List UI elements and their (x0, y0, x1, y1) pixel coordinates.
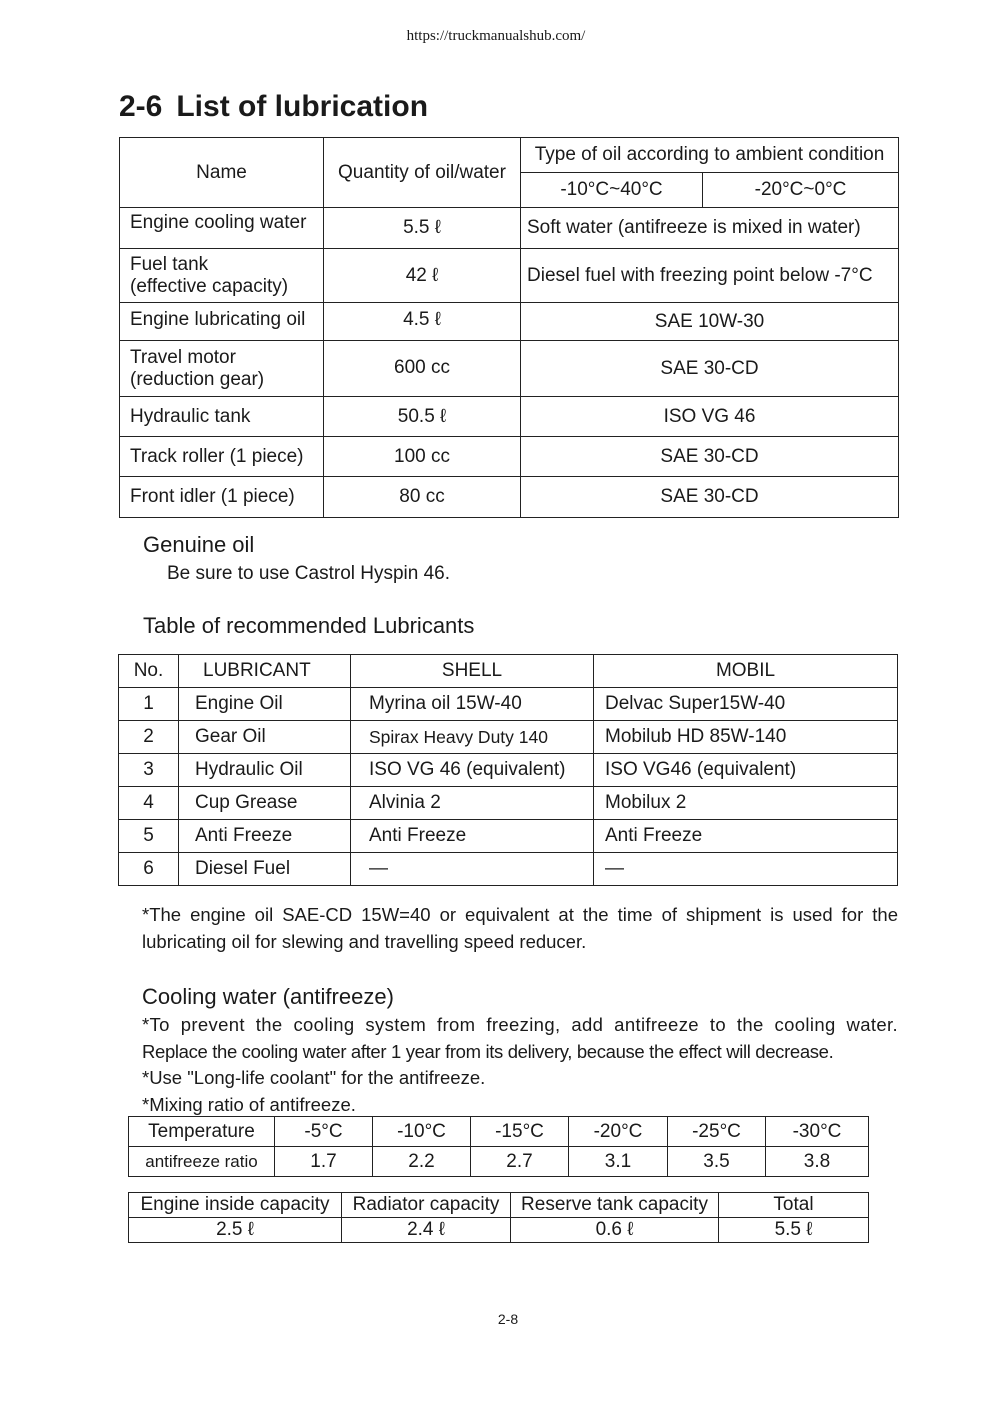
temp-cell: -25°C (668, 1117, 766, 1147)
row-mobil: Delvac Super15W-40 (594, 688, 898, 721)
header-range-2: -20°C~0°C (703, 173, 899, 208)
capacity-table (128, 1192, 869, 1243)
row-mobil: — (594, 853, 898, 886)
row-oil: Diesel fuel with freezing point below -7°C (521, 249, 899, 303)
row-shell: Myrina oil 15W-40 (351, 688, 594, 721)
antifreeze-mixing-table (128, 1116, 869, 1177)
capacity-header: Total (719, 1193, 869, 1218)
header-range-1: -10°C~40°C (521, 173, 703, 208)
shipment-oil-note: *The engine oil SAE-CD 15W=40 or equivalent at the time of shipment is used for the lubricating oil for slewing and travelling speed reducer. (142, 904, 898, 952)
table-row (119, 754, 898, 787)
row-oil: SAE 30-CD (521, 477, 899, 518)
row-name-line1: Fuel tank (130, 253, 209, 275)
temperature-label: Temperature (129, 1117, 275, 1147)
recommended-heading: Table of recommended Lubricants (143, 613, 475, 638)
ratio-cell: 2.2 (373, 1147, 471, 1177)
row-name (120, 341, 324, 397)
capacity-value: 2.4 ℓ (342, 1218, 511, 1243)
row-shell: — (351, 853, 594, 886)
ratio-label: antifreeze ratio (129, 1147, 275, 1177)
row-name: Engine cooling water (120, 208, 324, 249)
table-row (120, 303, 899, 341)
cooling-water-notes (142, 1012, 898, 1118)
row-quantity: 42 ℓ (324, 249, 521, 303)
row-lubricant: Gear Oil (179, 721, 351, 754)
table-row (120, 477, 899, 518)
table-row (119, 688, 898, 721)
row-no: 6 (119, 853, 179, 886)
lubrication-table (119, 137, 899, 518)
row-quantity: 80 cc (324, 477, 521, 518)
row-oil: SAE 10W-30 (521, 303, 899, 341)
table-row (119, 721, 898, 754)
recommended-lubricants-table (118, 654, 898, 886)
row-no: 2 (119, 721, 179, 754)
table-row (119, 787, 898, 820)
table-row (119, 853, 898, 886)
table-row (120, 341, 899, 397)
header-no: No. (119, 655, 179, 688)
header-oil-type: Type of oil according to ambient condition (521, 138, 899, 173)
genuine-oil-text: Be sure to use Castrol Hyspin 46. (167, 563, 451, 584)
capacity-header-row (129, 1193, 869, 1218)
row-no: 3 (119, 754, 179, 787)
row-lubricant: Anti Freeze (179, 820, 351, 853)
row-lubricant: Hydraulic Oil (179, 754, 351, 787)
row-mobil: Mobilux 2 (594, 787, 898, 820)
row-oil: ISO VG 46 (521, 397, 899, 437)
ratio-cell: 3.5 (668, 1147, 766, 1177)
row-name-line2: (reduction gear) (130, 368, 265, 390)
ratio-row (129, 1147, 869, 1177)
capacity-header: Reserve tank capacity (511, 1193, 719, 1218)
row-quantity: 5.5 ℓ (324, 208, 521, 249)
ratio-cell: 3.1 (569, 1147, 668, 1177)
source-url[interactable]: https://truckmanualshub.com/ (406, 28, 586, 44)
table-row (119, 820, 898, 853)
row-name: Engine lubricating oil (120, 303, 324, 341)
temperature-row (129, 1117, 869, 1147)
row-oil: SAE 30-CD (521, 341, 899, 397)
capacity-value-row (129, 1218, 869, 1243)
row-lubricant: Diesel Fuel (179, 853, 351, 886)
row-name: Front idler (1 piece) (120, 477, 324, 518)
row-name-line1: Travel motor (130, 346, 236, 368)
temp-cell: -10°C (373, 1117, 471, 1147)
section-title: List of lubrication (176, 90, 429, 123)
capacity-header: Engine inside capacity (129, 1193, 342, 1218)
temp-cell: -5°C (275, 1117, 373, 1147)
row-name (120, 249, 324, 303)
row-shell: Alvinia 2 (351, 787, 594, 820)
row-no: 5 (119, 820, 179, 853)
row-name: Track roller (1 piece) (120, 437, 324, 477)
cooling-note-line: *Use "Long-life coolant" for the antifreeze. (142, 1067, 486, 1088)
capacity-value: 2.5 ℓ (129, 1218, 342, 1243)
row-quantity: 50.5 ℓ (324, 397, 521, 437)
header-mobil: MOBIL (594, 655, 898, 688)
row-name-line2: (effective capacity) (130, 275, 289, 297)
header-name: Name (120, 138, 324, 208)
row-shell: ISO VG 46 (equivalent) (351, 754, 594, 787)
header-lubricant: LUBRICANT (179, 655, 351, 688)
cooling-note-line: *To prevent the cooling system from freezing, add antifreeze to the cooling water. (142, 1014, 898, 1035)
section-heading (119, 90, 428, 124)
genuine-oil-heading: Genuine oil (143, 532, 255, 557)
row-quantity: 4.5 ℓ (324, 303, 521, 341)
table-row (120, 437, 899, 477)
header-shell: SHELL (351, 655, 594, 688)
temp-cell: -30°C (766, 1117, 869, 1147)
capacity-header: Radiator capacity (342, 1193, 511, 1218)
row-mobil: Anti Freeze (594, 820, 898, 853)
table-row (120, 249, 899, 303)
row-name: Hydraulic tank (120, 397, 324, 437)
ratio-cell: 3.8 (766, 1147, 869, 1177)
cooling-note-line: *Mixing ratio of antifreeze. (142, 1093, 356, 1115)
cooling-water-heading: Cooling water (antifreeze) (142, 984, 394, 1009)
temp-cell: -15°C (471, 1117, 569, 1147)
row-no: 4 (119, 787, 179, 820)
row-oil: SAE 30-CD (521, 437, 899, 477)
capacity-value: 0.6 ℓ (511, 1218, 719, 1243)
row-mobil: Mobilub HD 85W-140 (594, 721, 898, 754)
row-mobil: ISO VG46 (equivalent) (594, 754, 898, 787)
row-lubricant: Engine Oil (179, 688, 351, 721)
ratio-cell: 1.7 (275, 1147, 373, 1177)
table-row (120, 208, 899, 249)
section-number: 2-6 (119, 90, 163, 123)
row-lubricant: Cup Grease (179, 787, 351, 820)
row-quantity: 100 cc (324, 437, 521, 477)
table-row (120, 397, 899, 437)
header-quantity: Quantity of oil/water (324, 138, 521, 208)
page-number: 2-8 (497, 1311, 519, 1327)
row-oil: Soft water (antifreeze is mixed in water) (521, 208, 899, 249)
row-no: 1 (119, 688, 179, 721)
row-shell: Anti Freeze (351, 820, 594, 853)
capacity-value: 5.5 ℓ (719, 1218, 869, 1243)
cooling-note-line: Replace the cooling water after 1 year from its delivery, because the effect will decrease. (142, 1040, 834, 1062)
row-quantity: 600 cc (324, 341, 521, 397)
row-shell: Spirax Heavy Duty 140 (351, 721, 594, 754)
temp-cell: -20°C (569, 1117, 668, 1147)
ratio-cell: 2.7 (471, 1147, 569, 1177)
